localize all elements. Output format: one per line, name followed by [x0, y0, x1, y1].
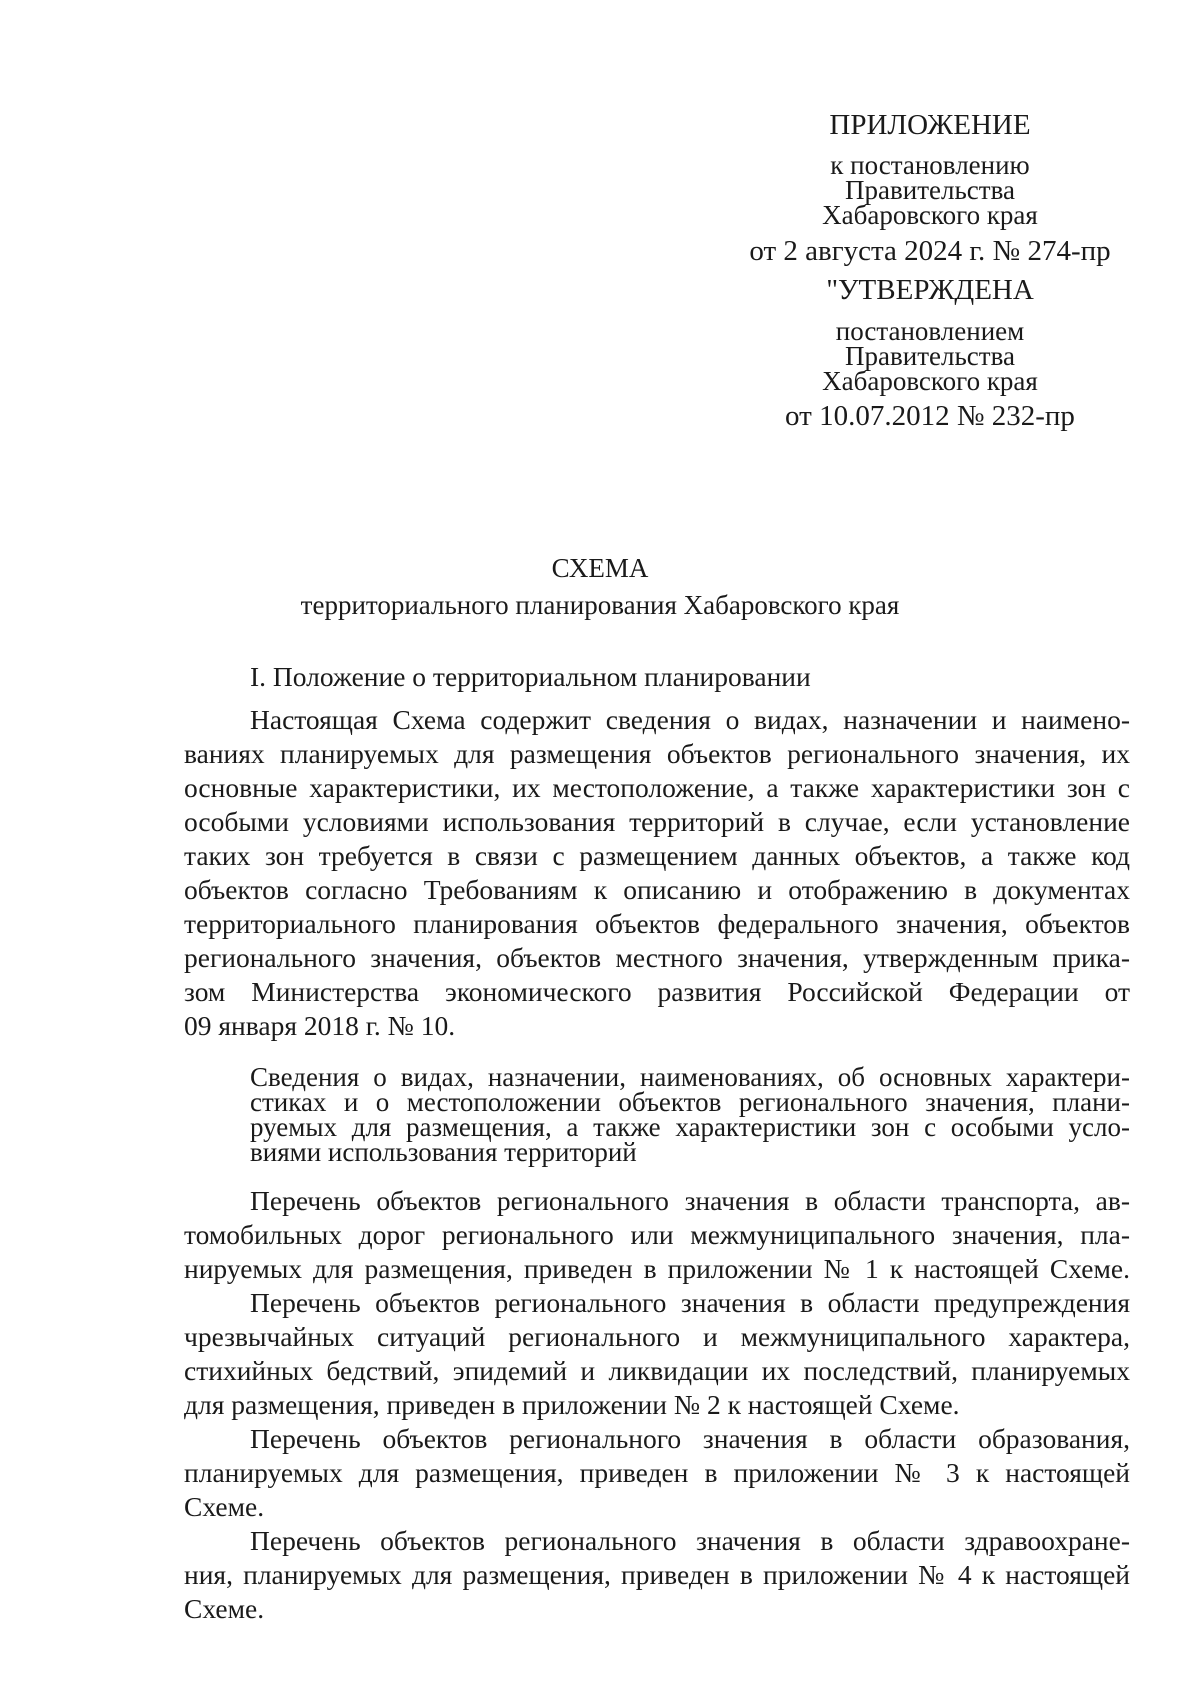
summary-line: Сведения о видах, назначении, наименованиях, об основных характери-	[250, 1062, 1130, 1092]
intro-line: особыми условиями использования территорий в случае, если установление	[184, 806, 1130, 837]
intro-line: таких зон требуется в связи с размещением данных объектов, а также код	[184, 840, 1130, 871]
paragraph-4-line: ния, планируемых для размещения, приведен в приложении № 4 к настоящей	[184, 1559, 1130, 1590]
intro-line: объектов согласно Требованиям к описанию и отображению в документах	[184, 874, 1130, 905]
paragraph-3-line: планируемых для размещения, приведен в приложении № 3 к настоящей	[184, 1457, 1130, 1488]
paragraph-2-line: Перечень объектов регионального значения в области предупреждения	[250, 1287, 1130, 1318]
approved-line: "УТВЕРЖДЕНА	[826, 274, 1034, 306]
region-line-2: Хабаровского края	[822, 366, 1038, 396]
paragraph-1-line: томобильных дорог регионального или межмуниципального значения, пла-	[184, 1219, 1130, 1250]
section-heading: I. Положение о территориальном планировании	[250, 661, 811, 692]
paragraph-2-line: для размещения, приведен в приложении № 2 к настоящей Схеме.	[184, 1389, 960, 1420]
document-title: СХЕМА	[551, 553, 649, 583]
paragraph-3-line: Перечень объектов регионального значения в области образования,	[250, 1423, 1130, 1454]
summary-line: виями использования территорий	[250, 1137, 637, 1167]
intro-line: основные характеристики, их местоположение, а также характеристики зон с	[184, 772, 1130, 803]
intro-line: зом Министерства экономического развития Российской Федерации от	[184, 976, 1130, 1007]
paragraph-1-line: Перечень объектов регионального значения в области транспорта, ав-	[250, 1185, 1130, 1216]
intro-line: регионального значения, объектов местного значения, утвержденным прика-	[184, 942, 1130, 973]
paragraph-1-line: нируемых для размещения, приведен в приложении № 1 к настоящей Схеме.	[184, 1253, 1130, 1284]
decree-date: от 2 августа 2024 г. № 274-пр	[749, 235, 1111, 267]
paragraph-2-line: стихийных бедствий, эпидемий и ликвидации их последствий, планируемых	[184, 1355, 1130, 1386]
original-decree-date: от 10.07.2012 № 232-пр	[785, 400, 1075, 432]
intro-line: 09 января 2018 г. № 10.	[184, 1010, 456, 1041]
document-subtitle: территориального планирования Хабаровского края	[300, 590, 900, 620]
intro-line: территориального планирования объектов федерального значения, объектов	[184, 908, 1130, 939]
paragraph-3-line: Схеме.	[184, 1491, 265, 1522]
summary-line: стиках и о местоположении объектов регионального значения, плани-	[250, 1087, 1130, 1117]
by-decree-line: постановлением	[835, 316, 1025, 346]
to-decree-line: к постановлению	[830, 150, 1030, 180]
intro-line: Настоящая Схема содержит сведения о видах, назначении и наимено-	[250, 704, 1130, 735]
government-line-2: Правительства	[845, 341, 1015, 371]
paragraph-2-line: чрезвычайных ситуаций регионального и межмуниципального характера,	[184, 1321, 1130, 1352]
paragraph-4-line: Перечень объектов регионального значения в области здравоохране-	[250, 1525, 1130, 1556]
government-line: Правительства	[845, 175, 1015, 205]
intro-line: ваниях планируемых для размещения объектов регионального значения, их	[184, 738, 1130, 769]
paragraph-4-line: Схеме.	[184, 1593, 265, 1624]
summary-line: руемых для размещения, а также характеристики зон с особыми усло-	[250, 1112, 1130, 1142]
region-line: Хабаровского края	[822, 200, 1038, 230]
appendix-title: ПРИЛОЖЕНИЕ	[829, 109, 1031, 141]
